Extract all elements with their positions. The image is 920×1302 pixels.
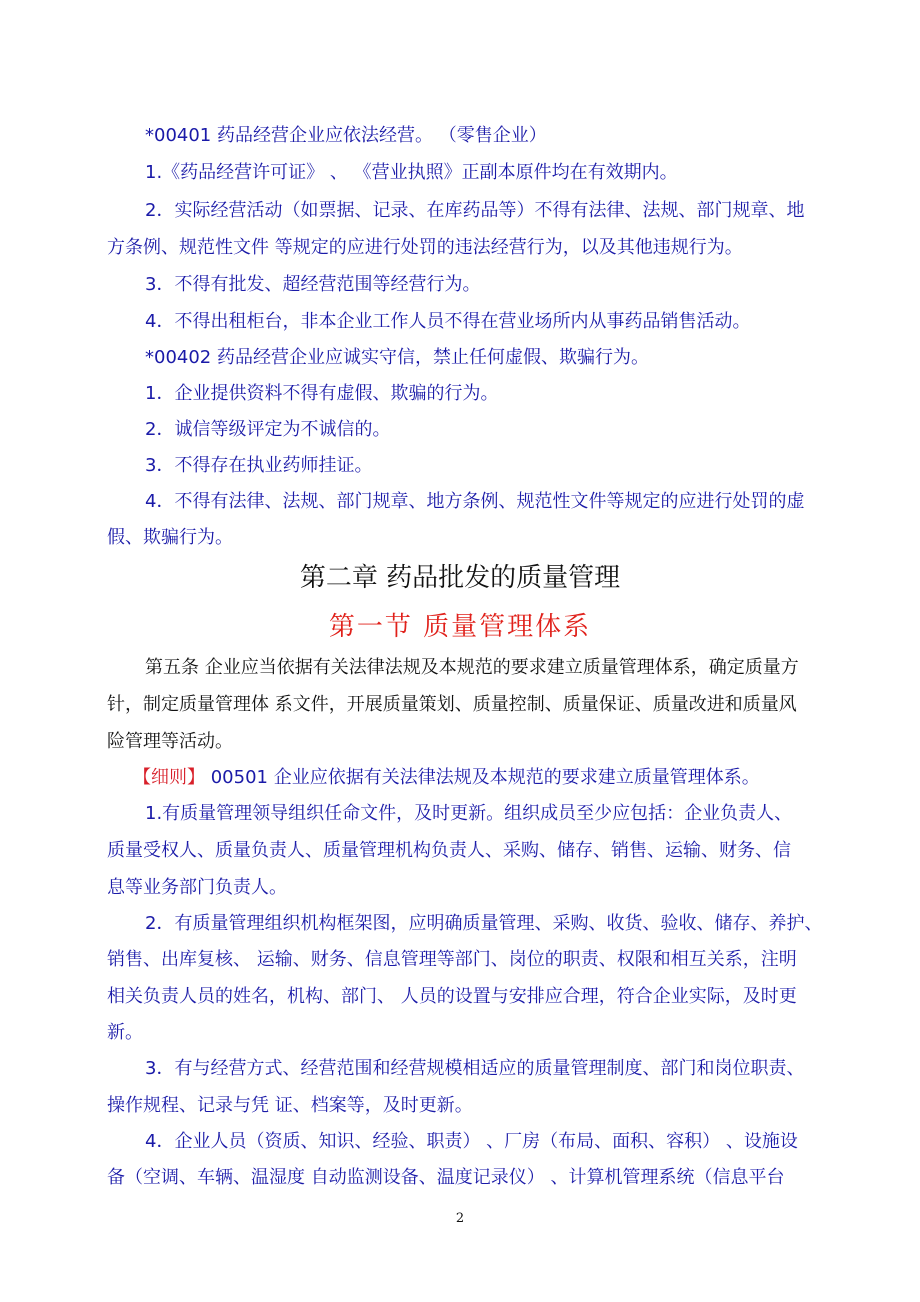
paragraph-line: 1.《药品经营许可证》 、 《营业执照》正副本原件均在有效期内。	[145, 162, 678, 183]
paragraph-line: 3．不得存在执业药师挂证。	[145, 455, 373, 476]
paragraph-line: 质量受权人、质量负责人、质量管理机构负责人、采购、储存、销售、运输、财务、信	[107, 840, 791, 861]
paragraph-line: 息等业务部门负责人。	[107, 877, 287, 898]
article-5-line: 针，制定质量管理体 系文件，开展质量策划、质量控制、质量保证、质量改进和质量风	[107, 694, 797, 715]
paragraph-line: 2．诚信等级评定为不诚信的。	[145, 419, 391, 440]
paragraph-line: 1．企业提供资料不得有虚假、欺骗的行为。	[145, 383, 499, 404]
rule-tag: 【细则】	[133, 767, 205, 788]
page-number: 2	[455, 1211, 465, 1226]
paragraph-line: 备（空调、车辆、温湿度 自动监测设备、温度记录仪） 、计算机管理系统（信息平台	[107, 1167, 785, 1188]
rule-00402-heading: *00402 药品经营企业应诚实守信，禁止任何虚假、欺骗行为。	[145, 347, 649, 368]
paragraph-line: 4．企业人员（资质、知识、经验、职责） 、厂房（布局、面积、容积） 、设施设	[145, 1131, 798, 1152]
chapter-title: 第二章 药品批发的质量管理	[299, 563, 621, 593]
paragraph-line: 新。	[107, 1022, 143, 1043]
paragraph-line: 3．不得有批发、超经营范围等经营行为。	[145, 274, 481, 295]
paragraph-line: 销售、出库复核、 运输、财务、信息管理等部门、岗位的职责、权限和相互关系，注明	[107, 949, 797, 970]
paragraph-line: 方条例、规范性文件 等规定的应进行处罚的违法经营行为，以及其他违规行为。	[107, 237, 743, 258]
paragraph-line: 操作规程、记录与凭 证、档案等，及时更新。	[107, 1095, 473, 1116]
rule-00501-text: 00501 企业应依据有关法律法规及本规范的要求建立质量管理体系。	[205, 767, 760, 788]
paragraph-line: 1.有质量管理领导组织任命文件，及时更新。组织成员至少应包括：企业负责人、	[145, 803, 793, 824]
rule-00501-heading	[0, 766, 920, 790]
article-5-line: 险管理等活动。	[107, 731, 233, 752]
paragraph-line: 4．不得出租柜台，非本企业工作人员不得在营业场所内从事药品销售活动。	[145, 311, 751, 332]
section-title: 第一节 质量管理体系	[328, 612, 592, 642]
paragraph-line: 2．实际经营活动（如票据、记录、在库药品等）不得有法律、法规、部门规章、地	[145, 200, 805, 221]
paragraph-line: 4．不得有法律、法规、部门规章、地方条例、规范性文件等规定的应进行处罚的虚	[145, 491, 805, 512]
article-5-line: 第五条 企业应当依据有关法律法规及本规范的要求建立质量管理体系，确定质量方	[145, 657, 799, 678]
paragraph-line: 相关负责人员的姓名，机构、部门、 人员的设置与安排应合理，符合企业实际，及时更	[107, 986, 797, 1007]
paragraph-line: 假、欺骗行为。	[107, 527, 233, 548]
paragraph-line: 3．有与经营方式、经营范围和经营规模相适应的质量管理制度、部门和岗位职责、	[145, 1058, 805, 1079]
paragraph-line: 2．有质量管理组织机构框架图，应明确质量管理、采购、收货、验收、储存、养护、	[145, 913, 823, 934]
rule-00401-heading: *00401 药品经营企业应依法经营。 （零售企业）	[145, 125, 547, 146]
